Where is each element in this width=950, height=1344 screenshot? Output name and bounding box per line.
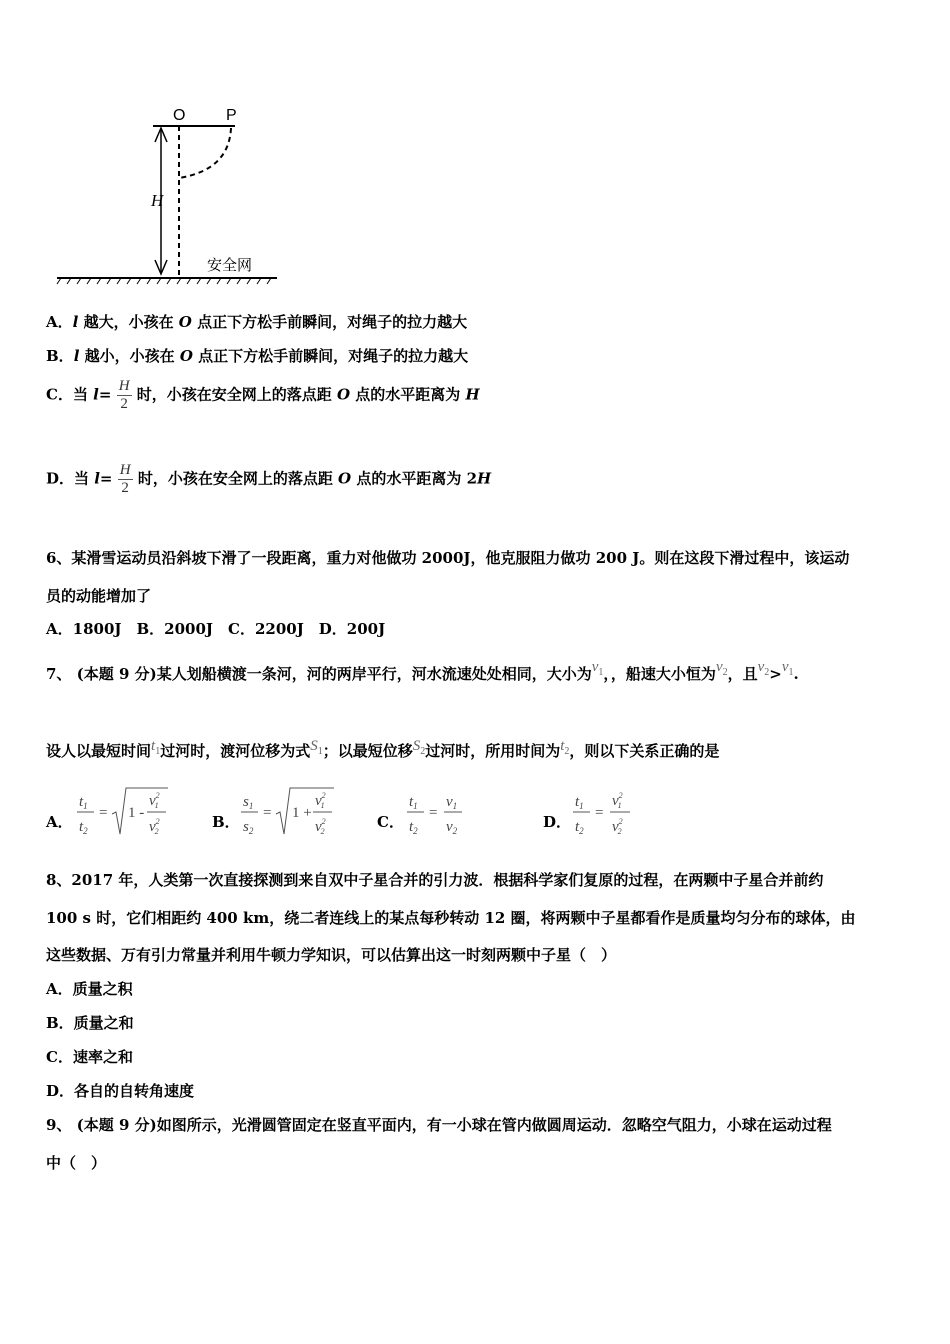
q8-line3: 这些数据、万有引力常量并利用牛顿力学知识，可以估算出这一时刻两颗中子星（ ） [46,946,617,964]
q7-formula-d [570,786,640,840]
q9-line2: 中（ ） [46,1154,107,1172]
label-o: O [173,107,186,124]
q7-line1: 7、 (本题 9 分)某人划船横渡一条河，河的两岸平行，河水流速处处相同，大小为$v_1$，，船速大小恒为$v_2$，且$v_2>v_1$. [46,659,799,683]
dashed-arc [179,128,231,178]
svg-text:s1: $s_1$ [243,794,254,811]
q5-option-b: B．l 越小，小孩在 O 点正下方松手前瞬间，对绳子的拉力越大 [46,347,469,365]
svg-text:t1: $t_1$ [575,794,584,811]
q5-option-a: A．l 越大，小孩在 O 点正下方松手前瞬间，对绳子的拉力越大 [46,313,468,331]
q5-option-d: D．当 l= $\frac{H}{2}$ 时，小孩在安全网上的落点距 O 点的水平距离为 2H [46,462,492,496]
q8-option-d: D．各自的自转角速度 [46,1082,195,1100]
svg-text:v22: $v^2$ 2 [612,817,623,836]
fraction-h-over-2: $\frac{H}{2}$ [118,378,130,412]
q7-option-b-label: B． [212,813,240,831]
q7-formula-c [404,786,474,840]
svg-text:v22: $v^2$ 2 [149,817,160,836]
q8-line1: 8、2017 年，人类第一次直接探测到来自双中子星合并的引力波．根据科学家们复原的过程，在两颗中子星合并前约 [46,871,824,889]
svg-text:s2: $s_2$ [243,819,254,836]
q9-line1: 9、 (本题 9 分)如图所示，光滑圆管固定在竖直平面内，有一小球在管内做圆周运动．忽略空气阻力，小球在运动过程 [46,1116,832,1134]
q6-line1: 6、某滑雪运动员沿斜坡下滑了一段距离，重力对他做功 2000J，他克服阻力做功 200 J。则在这段下滑过程中，该运动 [46,549,850,567]
q7-option-c-label: C． [377,813,404,831]
svg-text:t1: $t_1$ [409,794,418,811]
label-net: 安全网 [207,256,253,274]
q7-option-d-label: D． [543,813,572,831]
label-h: H [151,191,164,210]
q8-option-b: B．质量之和 [46,1014,134,1032]
q6-options: A．1800J B．2000J C．2200J D．200J [46,620,386,638]
svg-text:v1: $v_1$ [446,794,458,811]
fraction-h-over-2: $\frac{H}{2}$ [119,462,131,496]
svg-text:1 -: 1 - [128,805,145,821]
svg-text:v2: $v_2$ [446,819,458,836]
svg-text:v21: $v^2$ 1 [612,791,623,810]
svg-text:=: = [263,805,272,821]
svg-text:t2: $t_2$ [575,819,584,836]
svg-text:v22: $v^2$ 2 [315,817,326,836]
q7-formula-a [74,786,174,840]
svg-text:1 +: 1 + [292,805,312,821]
svg-text:t2: $t_2$ [79,819,88,836]
svg-text:t2: $t_2$ [409,819,418,836]
q6-line2: 员的动能增加了 [46,587,152,605]
svg-text:=: = [99,805,108,821]
q7-line2: 设人以最短时间$t_1$过河时，渡河位移为式$S_1$；以最短位移$S_2$过河时，所用时间为$t_2$，则以下关系正确的是 [46,738,720,760]
q7-formula-b [238,786,338,840]
q7-option-a-label: A． [46,813,73,831]
q8-option-c: C．速率之和 [46,1048,133,1066]
q5-option-c: C．当 l= $\frac{H}{2}$ 时，小孩在安全网上的落点距 O 点的水平距离为 H [46,378,480,412]
svg-text:t1: $t_1$ [79,794,88,811]
svg-text:=: = [595,805,604,821]
q8-option-a: A．质量之积 [46,980,133,998]
q8-line2: 100 s 时，它们相距约 400 km，绕二者连线上的某点每秒转动 12 圈，将两颗中子星都看作是质量均匀分布的球体，由 [46,909,856,927]
label-p: P [226,107,237,124]
svg-text:v21: $v^2$ 1 [149,791,160,810]
svg-text:v21: $v^2$ 1 [315,791,326,810]
pendulum-figure [55,100,295,290]
svg-text:=: = [429,805,438,821]
